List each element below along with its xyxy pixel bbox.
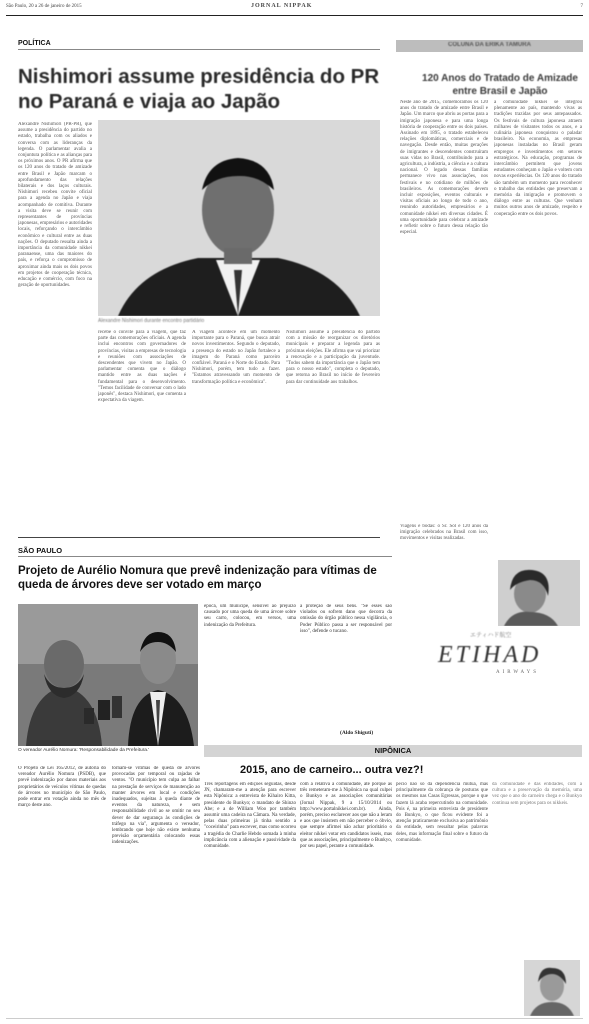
- bottom-rule: [6, 1018, 583, 1019]
- article-saopaulo-col1: O Projeto de Lei 165/2012, de autoria do vereador Aurélio Nomura (PSDB), que prevê indenização por danos materiais aos proprietários de veículos vítimas de quedas de árvores no município de São Paulo, pode entrar em votação ainda no mês de março deste ano.: [18, 766, 106, 809]
- photo-columnist: [524, 960, 580, 1016]
- photo-nishimori: [98, 120, 380, 316]
- section-rule: [18, 49, 380, 50]
- photo-caption-saopaulo: O vereador Aurélio Nomura: 'Responsabilidade da Prefeitura.': [18, 748, 150, 753]
- ad-etihad[interactable]: エティハド航空 ETIHAD AIRWAYS: [438, 633, 542, 675]
- article-saopaulo-col2: tornam-se vítimas de queda de árvores provocadas por temporal ou rajadas de ventos. "O município tem culpa ao falhar na prestação de serviços de manutenção ao manter árvores em local e condições inadequados, sujeitas à queda diante de eventos da natureza, e sem responsabilidade civil ao se omitir no seu dever de dar segurança às condições de tráfego na via", argumenta o vereador, lembrando que hoje não existe nenhuma previsão orçamentária colocando essas indenizações.: [112, 766, 200, 846]
- article-niponica-col3: pecio não só da dependência mútua, mas principalmente da cobrança de posturas que os mesmos nas Casas Egressas, porque o que fazem lá acaba repercutindo na comunidade. Pois é, na primeira entrevista de presidente do Bunkyo, o que ficou evidente foi a atenção praticamente exclusiva ao patrimônio da entidade, sem ressaltar pelas palavras deles, mas informação final sobre o futuro da comunidade.: [396, 782, 488, 843]
- section-niponica: NIPÔNICA: [374, 746, 412, 755]
- section-saopaulo: SÃO PAULO: [18, 546, 63, 555]
- masthead: JORNAL NIPPAK: [251, 3, 313, 9]
- section-rule: [18, 556, 392, 557]
- article-politica-col4: Nishimori assume a presidência do partido com a missão de reorganizar os diretórios municipais e preparar a legenda para as próximas eleições. Ele afirma que vai priorizar a renovação e a participação da juventude. "Todos sabem da importância que o Japão tem para o nosso estado", completa o deputado, que retorna ao Brasil no início de fevereiro para dar continuidade aos trabalhos.: [286, 330, 380, 385]
- column-label: COLUNA DA ERIKA TAMURA: [448, 42, 531, 48]
- article-saopaulo-col4: a proteção de seus bens. "Se esses são violados ou sofrem dano que decorra da omissão do órgão público nessa vigilância, o Poder Público passa a ser responsável por isso", defende o tucano.: [300, 604, 392, 634]
- page-number: 7: [580, 4, 583, 9]
- photo-nomura: [18, 604, 198, 746]
- column-text-col3: Viagens e bodas: o Sr. Sol e 120 anos da imigração celebrados na Brasil com isso, movimentos e visitas realizadas.: [400, 524, 488, 542]
- byline-saopaulo: (Aldo Shiguti): [340, 730, 374, 736]
- photo-erika-tamura: [498, 560, 580, 626]
- ad-brand: ETIHAD: [438, 642, 542, 668]
- column-headline: 120 Anos do Tratado de Amizade entre Brasil e Japão: [422, 73, 578, 97]
- column-text-col1: Neste ano de 2015, comemoramos os 120 anos do tratado de amizade entre Brasil e Japão. Um marco que abriu as portas para a imigração japonesa e para uma longa história de cooperação entre os dois países. Assinado em 1895, o tratado estabeleceu relações diplomáticas, comerciais e de navegação. Desde então, muitas gerações de imigrantes e descendentes construíram suas vidas no Brasil, contribuindo para a agricultura, a indústria, a ciência e a cultura nacional. O legado dessas famílias permanece vivo nas associações, nos festivais e no cotidiano de milhões de brasileiros. As comemorações devem incluir exposições, eventos culturais e visitas oficiais ao longo de todo o ano, reunindo autoridades, empresários e a comunidade nikkei em diversas cidades. É uma oportunidade para celebrar a amizade e refletir sobre o futuro dessa relação tão especial.: [400, 100, 488, 236]
- article-saopaulo-col3: época, um munícipe, sensível ao prejuízo causado por uma queda de uma árvore sobre seu carro, colocou, em versos, uma indenização da Prefeitura.: [204, 604, 296, 628]
- article-niponica-col1: Três reportagens em edições seguidas, desde JN, chamaram-me a atenção para escrever esta Nipônica: a entrevista de Kihairo Kitta, presidente do Bunkyo; o mandato de Shinzo Abe; e a de William Woo por também assumir uma cadeira na Câmara. Na verdade, pelas duas primeiras já tinha sentido a "coceirinha" para escrever, mas como ocorreu a tragédia do Charlie Hebdo somada à minha implicância com a alienação e passividade da comunidade.: [204, 782, 296, 850]
- article-politica-col2: recebe o convite para a viagem, que faz parte das comemorações oficiais. A agenda inclui encontros com governadores de províncias, visitas a empresas de tecnologia e reuniões com associações de descendentes que vivem no Japão. O parlamentar comenta que o diálogo mantido entre as duas nações é fundamental para o desenvolvimento. "Temos facilidade de conversar com o lado japonês", destaca Nishimori, que comenta a expectativa da viagem.: [98, 330, 186, 404]
- headline-politica: Nishimori assume presidência do PR no Paraná e viaja ao Japão: [18, 65, 380, 113]
- section-divider: [18, 537, 380, 538]
- article-politica-col3: A viagem acontece em um momento importante para o Paraná, que busca atrair novos investimentos. Segundo o deputado, a presença do estado no Japão fortalece a imagem do Paraná como parceiro confiável. Paraná e o Norte do Estado. Para Nishimori, porém, tem tudo a fazer. "Estamos atravessando um momento de transformação política e econômica".: [192, 330, 280, 385]
- issue-date: São Paulo, 20 a 26 de janeiro de 2015: [6, 4, 82, 9]
- column-label-band: [396, 40, 583, 52]
- ad-sub: AIRWAYS: [496, 670, 540, 675]
- section-band-niponica: [204, 745, 582, 757]
- headline-saopaulo: Projeto de Aurélio Nomura que prevê indenização para vítimas de queda de árvores deve ser votado em março: [18, 565, 377, 591]
- top-bar: [6, 4, 583, 14]
- headline-niponica: 2015, ano de carneiro... outra vez?!: [240, 764, 424, 776]
- article-niponica-col2: com a relativa à comunidade, até porque as três remeteram-me à Nipônica na qual culpei o Bunkyo e as associações comunitárias (Jornal Nippak, 9 a 15/10/2014 ou http://www.portalnikkei.com.br). Ainda, porém, preciso esclarecer aos que não a leram e aos que insistem em não perceber o óbvio, que sempre afirmei não achar prioritário o eleitor nikkei votar em candidatos isseis, mas que as associações, principalmente o Bunkyo, por seu papel, perante a comunidade.: [300, 782, 392, 850]
- photo-caption-politica: Alexandre Nishimori durante encontro partidário: [98, 318, 205, 324]
- section-politica: POLÍTICA: [18, 40, 51, 47]
- article-politica-col1: Alexandre Nishimori (PR-PR), que assume a presidência do partido no estado, trabalha com os aliados e conversa com as lideranças da legenda. O parlamentar avalia a conjuntura política e as alianças para os próximos anos. O PR afirma que os 120 anos do tratado de amizade entre Brasil e Japão marcam o aprofundamento das relações bilaterais e dos laços culturais. Nishimori recebeu convite oficial para a agenda no Japão e viaja acompanhado de comitiva. Durante a visita deve se reunir com representantes de províncias japonesas, empresários e autoridades locais, reforçando o intercâmbio econômico e cultural entre as duas nações. O deputado ressalta ainda a importância da comunidade nikkei paranaense, uma das maiores do país, e reforça o compromisso de aproximar ainda mais os dois povos em projetos de cooperação técnica, educação e comércio, com foco na geração de oportunidades.: [18, 122, 92, 289]
- column-text-col2: a comunidade nikkei se integrou plenamente ao país, mantendo vivas as tradições trazidas por seus antepassados. Os festivais de cultura japonesa atraem milhares de visitantes todos os anos, e a culinária japonesa conquistou o paladar brasileiro. Na economia, as empresas japonesas instaladas no Brasil geram empregos e investimentos em setores estratégicos. Na educação, programas de intercâmbio permitem que jovens estudantes conheçam o Japão e voltem com novas experiências. Os 120 anos do tratado são também um momento para reconhecer o trabalho das entidades que preservam a memória da imigração e promovem o diálogo entre as culturas. Que venham muitos outros anos de amizade, respeito e cooperação entre os dois povos.: [494, 100, 582, 217]
- article-niponica-col4: da comunidade e das entidades, com a cultura e a preservação da memória, uma vez que o ano do carneiro chega e o Bunkyo continua sem projetos para os nikkeis.: [492, 782, 582, 806]
- top-rule: [6, 15, 583, 16]
